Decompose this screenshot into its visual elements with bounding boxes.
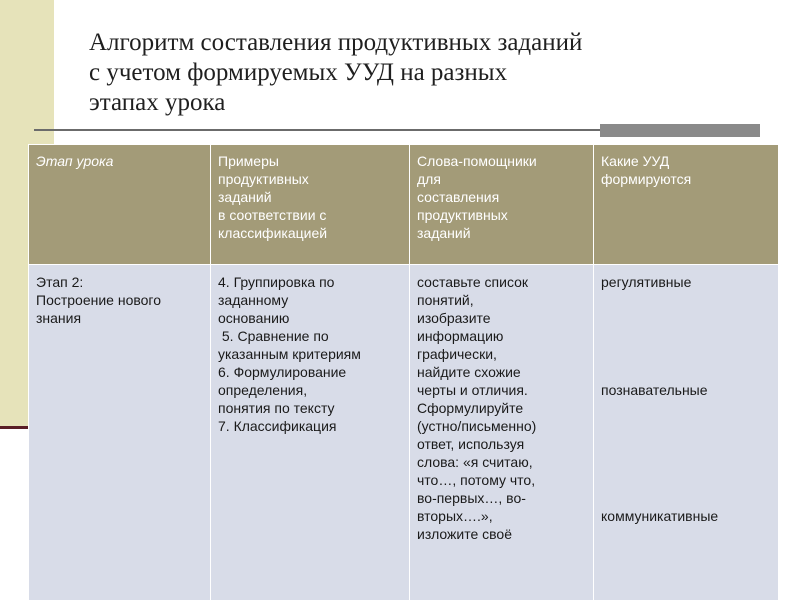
uud-table (28, 144, 779, 600)
title-line-1: Алгоритм составления продуктивных заданий (89, 29, 583, 56)
header-text: Этап урока (36, 153, 114, 169)
cell-lesson-stage (29, 265, 211, 600)
cell-text: Сформулируйте (417, 400, 524, 416)
cell-text: черты и отличия. (417, 382, 528, 398)
cell-text: 6. Формулирование (218, 364, 347, 380)
header-uud (594, 145, 779, 265)
cell-text: определения, (218, 382, 308, 398)
cell-text: составьте список (417, 274, 529, 290)
header-text: продуктивных (417, 207, 508, 223)
cell-text: основанию (218, 310, 290, 326)
table-row (29, 265, 779, 600)
cell-text: 4. Группировка по (218, 274, 335, 290)
uud-communicative: коммуникативные (601, 508, 719, 524)
cell-text: изобразите (417, 310, 491, 326)
header-task-examples (211, 145, 410, 265)
spacer (601, 291, 772, 381)
header-text: классификацией (218, 225, 328, 241)
cell-text: слова: «я считаю, (417, 454, 533, 470)
cell-text: указанным критериям (218, 346, 361, 362)
slide-title (89, 28, 729, 118)
cell-text: понятия по тексту (218, 400, 335, 416)
header-text: составления (417, 189, 500, 205)
header-text: продуктивных (218, 171, 309, 187)
cell-text: понятий, (417, 292, 474, 308)
cell-text: что…, потому что, (417, 472, 536, 488)
uud-cognitive: познавательные (601, 382, 708, 398)
cell-text: вторых….», (417, 508, 493, 524)
header-text: заданий (417, 225, 471, 241)
spacer (601, 399, 772, 507)
uud-regulatory: регулятивные (601, 274, 692, 290)
header-helper-words (410, 145, 594, 265)
cell-text: Этап 2: (36, 274, 84, 290)
header-lesson-stage (29, 145, 211, 265)
cell-text: информацию (417, 328, 504, 344)
cell-text: 7. Классификация (218, 418, 337, 434)
cell-text: 5. Сравнение по (218, 328, 329, 344)
cell-helper-words (410, 265, 594, 600)
cell-text: ответ, используя (417, 436, 525, 452)
header-text: формируются (601, 171, 692, 187)
title-line-3: этапах урока (89, 89, 226, 116)
title-line-2: с учетом формируемых УУД на разных (89, 59, 508, 86)
header-text: Слова-помощники (417, 153, 537, 169)
cell-text: заданному (218, 292, 289, 308)
title-divider-accent (600, 124, 760, 137)
header-text: для (417, 171, 441, 187)
cell-uud (594, 265, 779, 600)
cell-text: во-первых…, во- (417, 490, 526, 506)
header-text: Примеры (218, 153, 279, 169)
cell-text: знания (36, 310, 82, 326)
header-text: Какие УУД (601, 153, 670, 169)
table-header-row (29, 145, 779, 265)
cell-text: найдите схожие (417, 364, 521, 380)
header-text: заданий (218, 189, 272, 205)
cell-text: изложите своё (417, 526, 513, 542)
cell-text: (устно/письменно) (417, 418, 537, 434)
cell-task-examples (211, 265, 410, 600)
cell-text: Построение нового (36, 292, 162, 308)
cell-text: графически, (417, 346, 497, 362)
header-text: в соответствии с (218, 207, 327, 223)
